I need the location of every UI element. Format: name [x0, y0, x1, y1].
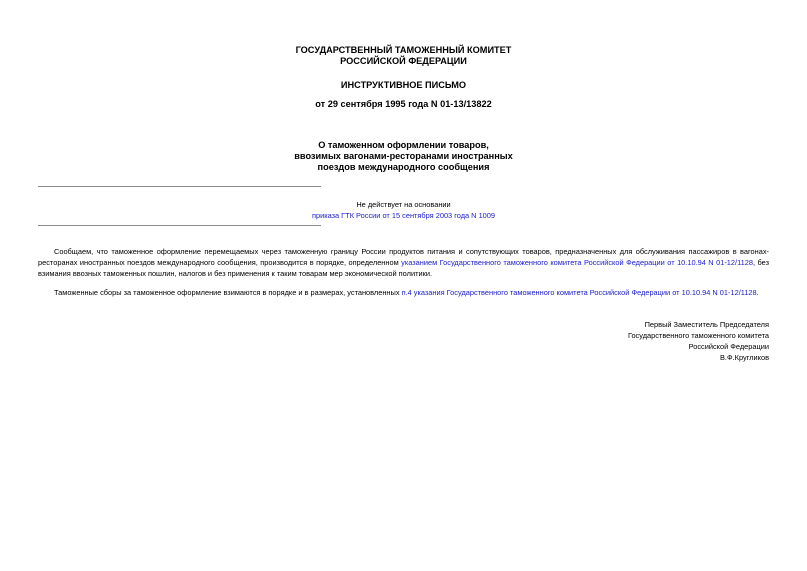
p2-text-start: Таможенные сборы за таможенное оформление взимаются в порядке и в размерах, установленных — [54, 288, 402, 297]
status-order-link[interactable]: приказа ГТК России от 15 сентября 2003 года N 1009 — [311, 211, 496, 220]
signature-block — [628, 319, 769, 363]
document-subject — [0, 140, 807, 173]
issuer-line-1: ГОСУДАРСТВЕННЫЙ ТАМОЖЕННЫЙ КОМИТЕТ — [295, 45, 512, 55]
body-paragraph-2 — [38, 287, 769, 298]
status-text: Не действует на основании — [356, 200, 451, 209]
p1-text-start: Сообщаем, что таможенное оформление перемещаемых через таможенную границу России продуктов питания и сопутствующих товаров, предназначенных для обслуживания пассажиров в вагонах-ресторанах иностранных поездов международного сообщения, производится в порядке, определенном — [38, 247, 769, 267]
p1-text-end: , без взимания ввозных таможенных пошлин, налогов и без применения к таким товарам мер экономической политики. — [38, 258, 769, 278]
divider-top — [38, 186, 321, 187]
signatory-title-1: Первый Заместитель Председателя — [644, 320, 769, 329]
signatory-title-3: Российской Федерации — [688, 342, 769, 351]
issuer-heading — [0, 45, 807, 67]
subject-line-2: ввозимых вагонами-ресторанами иностранных — [294, 151, 513, 161]
document-type: ИНСТРУКТИВНОЕ ПИСЬМО — [340, 80, 467, 90]
subject-line-1: О таможенном оформлении товаров, — [318, 140, 489, 150]
document-date-number: от 29 сентября 1995 года N 01-13/13822 — [315, 99, 492, 109]
signatory-title-2: Государственного таможенного комитета — [627, 331, 769, 340]
instruction-1128-link[interactable]: указанием Государственного таможенного комитета Российской Федерации от 10.10.94 N 01-12/1128 — [401, 258, 753, 267]
issuer-line-2: РОССИЙСКОЙ ФЕДЕРАЦИИ — [340, 56, 467, 66]
subject-line-3: поездов международного сообщения — [317, 162, 490, 172]
body-paragraph-1 — [38, 246, 769, 279]
validity-status — [0, 199, 807, 221]
instruction-1128-clause-4-link[interactable]: п.4 указания Государственного таможенного комитета Российской Федерации от 10.10.94 N 01-12/1128 — [401, 288, 757, 297]
divider-bottom — [38, 225, 321, 226]
signatory-name: В.Ф.Кругликов — [719, 353, 769, 362]
p2-text-end: . — [756, 288, 759, 297]
